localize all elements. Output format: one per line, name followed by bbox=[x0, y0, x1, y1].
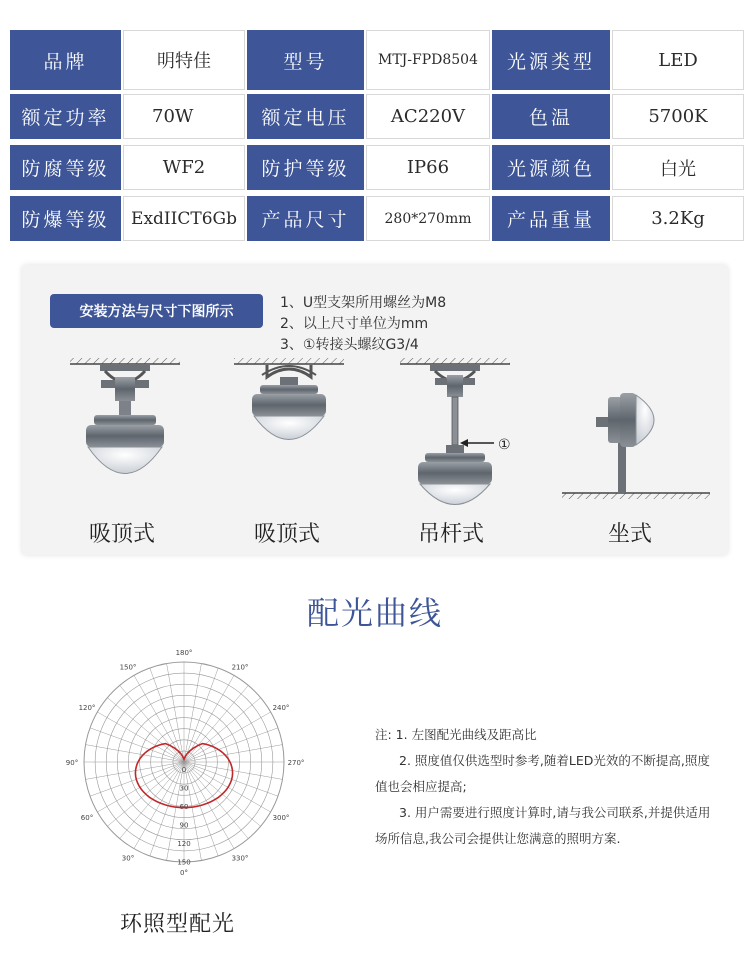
distribution-notes bbox=[375, 722, 720, 852]
spec-value: IP66 bbox=[366, 145, 490, 190]
spec-value: ExdIICT6Gb bbox=[123, 196, 245, 241]
spec-label: 防护等级 bbox=[247, 145, 364, 190]
method-label: 吸顶式 bbox=[254, 522, 321, 547]
spec-label: 色温 bbox=[492, 94, 610, 139]
installation-tag: 安装方法与尺寸下图所示 bbox=[50, 294, 263, 328]
distribution-title: 配光曲线 bbox=[306, 594, 443, 632]
spec-value: 白光 bbox=[612, 145, 744, 190]
polar-distribution-chart bbox=[46, 645, 326, 895]
spec-label: 产品尺寸 bbox=[247, 196, 364, 241]
method-label: 吸顶式 bbox=[89, 522, 156, 547]
installation-note: 2、以上尺寸单位为mm bbox=[280, 316, 429, 332]
note-line: 2. 照度值仅供选型时参考,随着LED光效的不断提高,照度值也会相应提高; bbox=[375, 753, 710, 794]
spec-label: 防腐等级 bbox=[10, 145, 121, 190]
spec-value: 明特佳 bbox=[123, 30, 245, 90]
installation-note: 3、①转接头螺纹G3/4 bbox=[280, 337, 419, 353]
spec-value: 3.2Kg bbox=[612, 196, 744, 241]
polar-radial-label: 30 bbox=[179, 784, 189, 793]
polar-angle-label: 270° bbox=[287, 759, 305, 767]
polar-radial-label: 0 bbox=[181, 766, 187, 774]
spec-value: 280*270mm bbox=[366, 196, 490, 241]
spec-value: 70W bbox=[123, 94, 245, 139]
spec-value: MTJ-FPD8504 bbox=[366, 30, 490, 90]
method-label: 坐式 bbox=[608, 522, 653, 547]
installation-note: 1、U型支架所用螺丝为M8 bbox=[280, 295, 447, 311]
spec-value: AC220V bbox=[366, 94, 490, 139]
spec-value: LED bbox=[612, 30, 744, 90]
spec-value: WF2 bbox=[123, 145, 245, 190]
polar-angle-label: 60° bbox=[80, 814, 94, 822]
spec-label: 额定功率 bbox=[10, 94, 121, 139]
spec-label: 防爆等级 bbox=[10, 196, 121, 241]
note-line: 注: 1. 左图配光曲线及距高比 bbox=[375, 727, 537, 742]
polar-radial-label: 90 bbox=[179, 821, 189, 830]
polar-angle-label: 150° bbox=[119, 663, 137, 672]
polar-radial-label: 60 bbox=[179, 803, 189, 811]
ceiling-mount-diagram-1 bbox=[70, 358, 180, 474]
distribution-caption: 环照型配光 bbox=[120, 912, 236, 937]
method-label: 吊杆式 bbox=[418, 522, 485, 547]
spec-label: 光源类型 bbox=[492, 30, 610, 90]
installation-diagrams bbox=[22, 265, 728, 555]
spec-value: 5700K bbox=[612, 94, 744, 139]
polar-angle-label: 0° bbox=[180, 869, 188, 877]
spec-label: 产品重量 bbox=[492, 196, 610, 241]
post-mount-diagram bbox=[562, 393, 710, 499]
polar-angle-label: 120° bbox=[78, 704, 96, 712]
polar-angle-label: 90° bbox=[65, 759, 79, 767]
polar-radial-label: 120 bbox=[177, 840, 191, 848]
polar-angle-label: 300° bbox=[272, 814, 290, 822]
spec-label: 额定电压 bbox=[247, 94, 364, 139]
pendant-mount-diagram bbox=[400, 358, 511, 505]
ceiling-mount-diagram-2 bbox=[234, 358, 344, 440]
adapter-callout: ① bbox=[498, 437, 511, 453]
polar-angle-label: 330° bbox=[231, 854, 249, 863]
spec-table bbox=[0, 0, 750, 244]
spec-label: 光源颜色 bbox=[492, 145, 610, 190]
spec-label: 型号 bbox=[247, 30, 364, 90]
polar-angle-label: 180° bbox=[175, 649, 193, 657]
spec-label: 品牌 bbox=[10, 30, 121, 90]
polar-radial-label: 150 bbox=[177, 858, 191, 867]
note-line: 3. 用户需要进行照度计算时,请与我公司联系,并提供适用场所信息,我公司会提供让您满意的照明方案. bbox=[375, 805, 711, 846]
installation-panel bbox=[22, 265, 728, 555]
polar-angle-label: 210° bbox=[231, 663, 249, 672]
polar-angle-label: 30° bbox=[121, 854, 135, 863]
polar-angle-label: 240° bbox=[272, 704, 290, 712]
